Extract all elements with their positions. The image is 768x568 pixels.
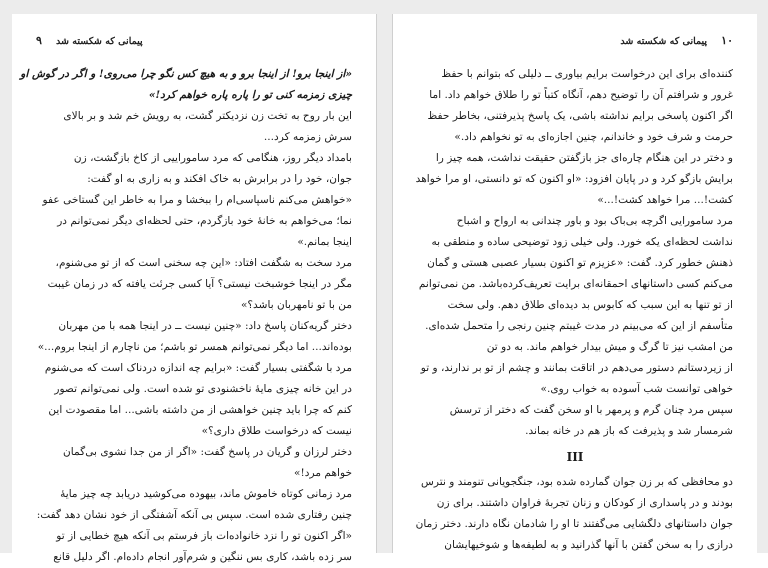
- text-line: مگر در اینجا خوشبخت نیستی؟ آیا کسی جرئت یافته که در زمان غیبت: [47, 278, 352, 290]
- text-line: متأسفم از این که می‌بینم در مدت غیبتم چنین رنجی را متحمل شده‌ای.: [425, 320, 733, 332]
- text-line: اگر اکنون پاسخی برایم نداشته باشی، یک پاسخ پذیرفتنی، بخاطر حفظ: [427, 110, 733, 122]
- section-heading: III: [566, 450, 584, 464]
- text-line: بودند و در پاسداری از کودکان و زنان تجربهٔ فراوان داشتند. برای زن: [436, 497, 733, 509]
- text-line: جوان، خود را در برابرش به خاک افکند و به زاری به او گفت:: [87, 173, 352, 185]
- text-line: این بار روح به تخت زن نزدیکتر گشت، به رویش خم شد و بر بالای: [63, 110, 352, 122]
- text-line: غرور و شرافتم آن را توضیح دهم، آنگاه کتباً تو را طلاق خواهم داد. اما: [429, 89, 733, 101]
- text-line: چنین رفتاری شده است. سپس بی آنکه آشفتگی از خود نشان دهد گفت:: [36, 509, 352, 521]
- text-line: و دختر در این هنگام چاره‌ای جز بازگفتن حقیقت نداشت، همه چیز را: [435, 152, 733, 164]
- text-line: دو محافظی که بر زن جوان گمارده شده بود، جنگجویانی تنومند و نترس: [421, 476, 733, 488]
- text-line: کشت!... مرا خواهد کشت!...»: [597, 194, 733, 206]
- text-line: نداشت لحظه‌ای یکه خورد. ولی خیلی زود توضیحی ساده و منطقی به: [431, 236, 733, 248]
- text-line: «خواهش می‌کنم ناسپاسی‌ام را ببخشا و مرا به خاطر این گستاخی عفو: [42, 194, 352, 206]
- text-line: نما؛ می‌خواهم به خانهٔ خود بازگردم، حتی لحظه‌ای دیگر نمی‌توانم در: [57, 215, 352, 227]
- text-line: بامداد دیگر روز، هنگامی که مرد ساموراییی از کاخ بازگشت، زن: [73, 152, 352, 164]
- text-line: از تو تنها به این سبب که کابوس بد دیده‌ای طلاق دهم. ولی سخت: [447, 299, 733, 311]
- text-line: کننده‌ای برای این درخواست برایم بیاوری ــ دلیلی که بتوانم با حفظ: [441, 68, 733, 80]
- text-line: چیزی زمزمه کنی تو را پاره پاره خواهم کرد!»: [148, 89, 352, 101]
- text-line: سرش زمزمه کرد...: [263, 131, 352, 143]
- text-line: خواهی توانست شب آسوده به خواب روی.»: [540, 383, 733, 395]
- text-line: کنم که چرا باید چنین خواهشی از من داشته باشی... اما مقصودت این: [48, 404, 352, 416]
- right-page-number: ۱۰: [721, 34, 733, 47]
- text-line: دختر لرزان و گریان در پاسخ گفت: «اگر از من جدا نشوی بی‌گمان: [63, 446, 352, 458]
- text-line: درازی را به سخن گفتن با آنها گذرانید و به لطیفه‌ها و شوخیهایشان: [444, 539, 733, 551]
- text-line: در این خانه چیزی مایهٔ ناخشنودی تو شده است. ولی نمی‌توانم تصور: [54, 383, 352, 395]
- left-running-title: پیمانی که شکسته شد: [56, 36, 143, 47]
- text-line: می‌کنم کسی داستانهای احمقانه‌ای برایت تعریف‌کرده‌باشد. من نمی‌توانم: [418, 278, 733, 290]
- text-line: اینجا بمانم.»: [297, 236, 352, 248]
- text-line: «اگر اکنون تو را نزد خانواده‌ات باز فرستم بی آنکه هیچ خطایی از تو: [56, 530, 352, 542]
- text-line: از زیردستانم دستور می‌دهم در اتاقت بمانند و چشم از تو بر ندارند، و تو: [420, 362, 733, 374]
- text-line: شرمسار شد و پذیرفت که باز هم در خانه بماند.: [525, 425, 733, 437]
- text-line: من امشب نیز تا گرگ و میش بیدار خواهم ماند. به دو تن: [486, 341, 733, 353]
- text-line: دختر گریه‌کنان پاسخ داد: «چنین نیست ــ در اینجا همه با من مهربان: [58, 320, 352, 332]
- text-line: «از اینجا برو! از اینجا برو و به هیچ کس نگو چرا می‌روی! و اگر در گوش او: [20, 68, 352, 80]
- text-line: مرد با شگفتی بسیار گفت: «برایم چه اندازه دردناک است که می‌شنوم: [44, 362, 352, 374]
- text-line: من با تو نامهربان باشد؟»: [240, 299, 352, 311]
- text-line: حرمت و شرف خود و خاندانم، چنین اجازه‌ای به تو نخواهم داد.»: [454, 131, 733, 143]
- text-line: مرد سخت به شگفت افتاد: «این چه سخنی است که از تو می‌شنوم،: [55, 257, 352, 269]
- text-line: خواهم مرد!»: [294, 467, 352, 479]
- right-running-title: پیمانی که شکسته شد: [620, 36, 707, 47]
- right-page-body: [417, 64, 733, 556]
- text-line: جوان داستانهای دلگشایی می‌گفتند تا او را شادمان نگاه دارند. دختر زمان: [415, 518, 733, 530]
- text-line: سر زده باشد، کاری بس ننگین و شرم‌آور انجام داده‌ام. اگر دلیل قانع: [53, 551, 352, 563]
- text-line: نیست که درخواست طلاق داری؟»: [201, 425, 352, 437]
- left-page-number: ۹: [36, 34, 42, 47]
- text-line: بوده‌اند... اما دیگر نمی‌توانم همسر تو باشم؛ من ناچارم از اینجا بروم...»: [37, 341, 352, 353]
- left-page: [12, 14, 377, 563]
- text-line: مرد زمانی کوتاه خاموش ماند، بیهوده می‌کوشید دریابد چه چیز مایهٔ: [60, 488, 352, 500]
- right-running-head: [417, 36, 733, 50]
- right-page: [392, 14, 757, 553]
- text-line: مرد سامورایی اگرچه بی‌باک بود و باور چندانی به ارواح و اشباح: [456, 215, 733, 227]
- text-line: ذهنش خطور کرد. گفت: «عزیزم تو اکنون بسیار عصبی هستی و گمان: [427, 257, 733, 269]
- left-running-head: [36, 36, 352, 50]
- left-page-body: [20, 64, 352, 568]
- text-line: سپس مرد چنان گرم و پرمهر با او سخن گفت که دختر از ترسش: [449, 404, 733, 416]
- text-line: برایش بازگو کرد و در پایان افزود: «او اکنون که تو دانستی، او مرا خواهد: [415, 173, 733, 185]
